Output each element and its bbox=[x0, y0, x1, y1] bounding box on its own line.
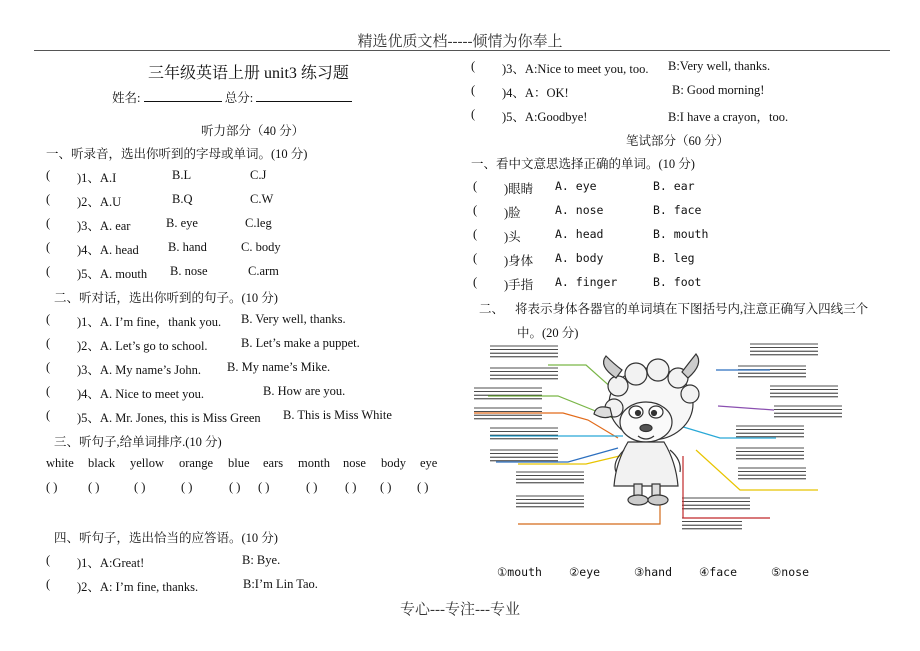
sheep-horn-left bbox=[604, 356, 622, 378]
list-item: ( )3、A. ear B. eye C.leg bbox=[46, 216, 272, 233]
listening-s4-title: 四、听句子，选出恰当的应答语。(10 分) bbox=[54, 531, 278, 545]
answer-paren[interactable]: ( ) bbox=[134, 480, 146, 494]
sheep-face bbox=[620, 402, 672, 442]
word-bank-item: ⑤nose bbox=[771, 565, 810, 579]
list-item: ( )脸 A. nose B. face bbox=[473, 203, 702, 220]
list-item: ( )手指 A. finger B. foot bbox=[473, 275, 702, 292]
answer-paren[interactable]: ( ) bbox=[46, 480, 58, 494]
name-label: 姓名: bbox=[112, 91, 141, 105]
list-item: ( )头 A. head B. mouth bbox=[473, 227, 709, 244]
word: blue bbox=[228, 456, 250, 470]
word-bank-item: ④face bbox=[699, 565, 738, 579]
connector-yellow-right bbox=[696, 450, 818, 490]
list-item: ( )5、A. Mr. Jones, this is Miss Green B. This is Miss White bbox=[46, 408, 392, 425]
list-item: ( )1、A. I’m fine，thank you. B. Very well, thanks. bbox=[46, 312, 346, 329]
listening-s3-title: 三、听句子,给单词排序.(10 分) bbox=[54, 435, 222, 449]
word: yellow bbox=[130, 456, 165, 470]
list-item: ( )1、A:Great! B: Bye. bbox=[46, 553, 281, 570]
body-parts-diagram bbox=[468, 338, 888, 548]
connector-cyan bbox=[680, 426, 776, 438]
word: body bbox=[381, 456, 406, 470]
list-item: ( )3、A. My name’s John. B. My name’s Mike. bbox=[46, 360, 331, 377]
header-rule bbox=[34, 50, 890, 51]
name-score-line bbox=[112, 88, 352, 106]
list-item: ( )身体 A. body B. leg bbox=[473, 251, 695, 268]
connector-purple bbox=[718, 406, 774, 410]
answer-paren[interactable]: ( ) bbox=[88, 480, 100, 494]
list-item: ( )3、A:Nice to meet you, too. B:Very well, thanks. bbox=[471, 59, 771, 76]
answer-paren[interactable]: ( ) bbox=[380, 480, 392, 494]
list-item: ( )2、A.U B.Q C.W bbox=[46, 192, 274, 209]
list-item: ( )5、A. mouth B. nose C.arm bbox=[46, 264, 279, 281]
score-label: 总分: bbox=[224, 91, 254, 105]
connector-orange bbox=[474, 413, 618, 438]
page-header: 精选优质文档-----倾情为你奉上 bbox=[357, 34, 563, 50]
list-item: ( )2、A. Let’s go to school. B. Let’s make a puppet. bbox=[46, 336, 360, 353]
writing-s2-number: 二、 bbox=[479, 302, 505, 316]
list-item: ( )4、A：OK! B: Good morning! bbox=[471, 83, 765, 100]
word: month bbox=[298, 456, 330, 470]
word-bank-item: ①mouth bbox=[497, 565, 542, 579]
writing-s2-title-cont: 中。(20 分) bbox=[517, 326, 579, 340]
sheep-horn-right bbox=[682, 354, 699, 378]
list-item: ( )4、A. Nice to meet you. B. How are you. bbox=[46, 384, 346, 401]
answer-paren[interactable]: ( ) bbox=[306, 480, 318, 494]
answer-paren[interactable]: ( ) bbox=[229, 480, 241, 494]
list-item: ( )4、A. head B. hand C. body bbox=[46, 240, 281, 257]
word: orange bbox=[179, 456, 214, 470]
listening-s1-title: 一、听录音，选出你听到的字母或单词。(10 分) bbox=[46, 147, 308, 161]
list-item: ( )5、A:Goodbye! B:I have a crayon，too. bbox=[471, 107, 789, 124]
sheep-nose bbox=[640, 425, 652, 432]
worksheet-title: 三年级英语上册 unit3 练习题 bbox=[148, 65, 349, 82]
list-item: ( )1、A.I B.L C.J bbox=[46, 168, 267, 185]
writing-heading: 笔试部分（60 分） bbox=[626, 134, 730, 148]
word: ears bbox=[263, 456, 284, 470]
writing-s1-title: 一、看中文意思选择正确的单词。(10 分) bbox=[471, 157, 695, 171]
score-blank[interactable] bbox=[256, 89, 352, 102]
answer-paren[interactable]: ( ) bbox=[181, 480, 193, 494]
answer-paren[interactable]: ( ) bbox=[417, 480, 429, 494]
sheep-ear-left bbox=[594, 407, 612, 418]
list-item: ( )2、A: I’m fine, thanks. B:I’m Lin Tao. bbox=[46, 577, 318, 594]
word: white bbox=[46, 456, 74, 470]
name-blank[interactable] bbox=[144, 89, 222, 102]
page-footer: 专心---专注---专业 bbox=[400, 602, 520, 618]
word: nose bbox=[343, 456, 366, 470]
word-bank-item: ③hand bbox=[634, 565, 673, 579]
answer-paren[interactable]: ( ) bbox=[258, 480, 270, 494]
sheep-body bbox=[614, 442, 678, 486]
writing-s2-title: 将表示身体各器官的单词填在下图括号内,注意正确写入四线三个 bbox=[515, 302, 869, 316]
word: black bbox=[88, 456, 116, 470]
answer-paren[interactable]: ( ) bbox=[345, 480, 357, 494]
word: eye bbox=[420, 456, 438, 470]
listening-heading: 听力部分（40 分） bbox=[201, 124, 305, 138]
listening-s2-title: 二、听对话，选出你听到的句子。(10 分) bbox=[54, 291, 278, 305]
list-item: ( )眼睛 A. eye B. ear bbox=[473, 179, 695, 196]
word-bank-item: ②eye bbox=[569, 565, 601, 579]
